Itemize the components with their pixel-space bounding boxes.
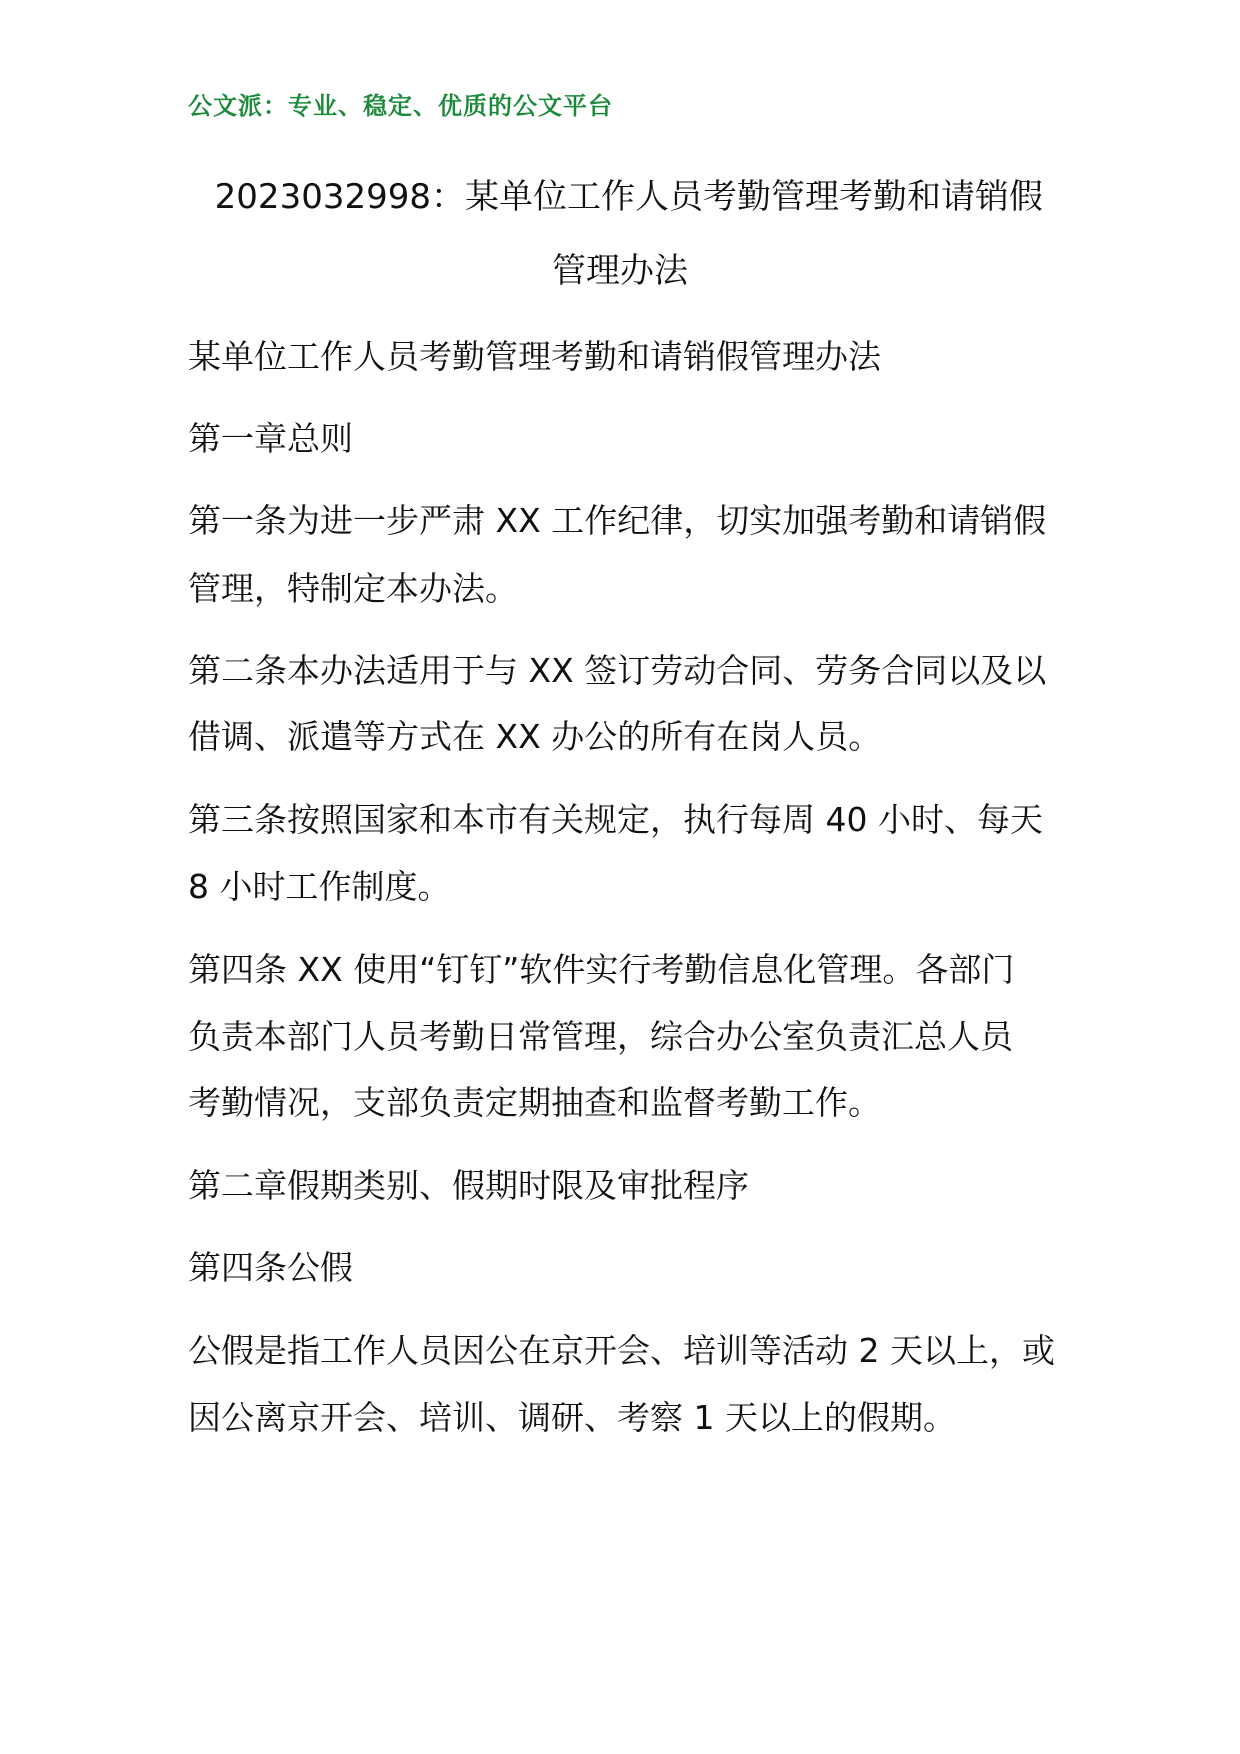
paragraph-line: 第一条为进一步严肃 XX 工作纪律，切实加强考勤和请销假 [188, 501, 1047, 540]
paragraph-line: 负责本部门人员考勤日常管理，综合办公室负责汇总人员 [188, 1017, 1013, 1056]
document-title-line-1: 2023032998：某单位工作人员考勤管理考勤和请销假 [214, 177, 1043, 217]
paragraph-line: 第二条本办法适用于与 XX 签订劳动合同、劳务合同以及以 [188, 651, 1047, 690]
paragraph-line: 考勤情况，支部负责定期抽查和监督考勤工作。 [188, 1083, 881, 1122]
article-heading: 第四条公假 [188, 1248, 353, 1287]
brand-header: 公文派：专业、稳定、优质的公文平台 [188, 91, 613, 120]
chapter-heading: 第二章假期类别、假期时限及审批程序 [188, 1166, 749, 1205]
subtitle-line: 某单位工作人员考勤管理考勤和请销假管理办法 [188, 337, 881, 376]
paragraph-line: 第三条按照国家和本市有关规定，执行每周 40 小时、每天 [188, 800, 1043, 839]
chapter-heading: 第一章总则 [188, 419, 353, 458]
paragraph-line: 因公离京开会、培训、调研、考察 1 天以上的假期。 [188, 1398, 956, 1437]
document-title-line-2: 管理办法 [552, 251, 688, 291]
paragraph-line: 管理，特制定本办法。 [188, 569, 518, 608]
paragraph-line: 公假是指工作人员因公在京开会、培训等活动 2 天以上，或 [188, 1331, 1055, 1370]
paragraph-line: 第四条 XX 使用“钉钉”软件实行考勤信息化管理。各部门 [188, 950, 1015, 989]
paragraph-line: 借调、派遣等方式在 XX 办公的所有在岗人员。 [188, 717, 882, 756]
paragraph-line: 8 小时工作制度。 [188, 867, 451, 906]
